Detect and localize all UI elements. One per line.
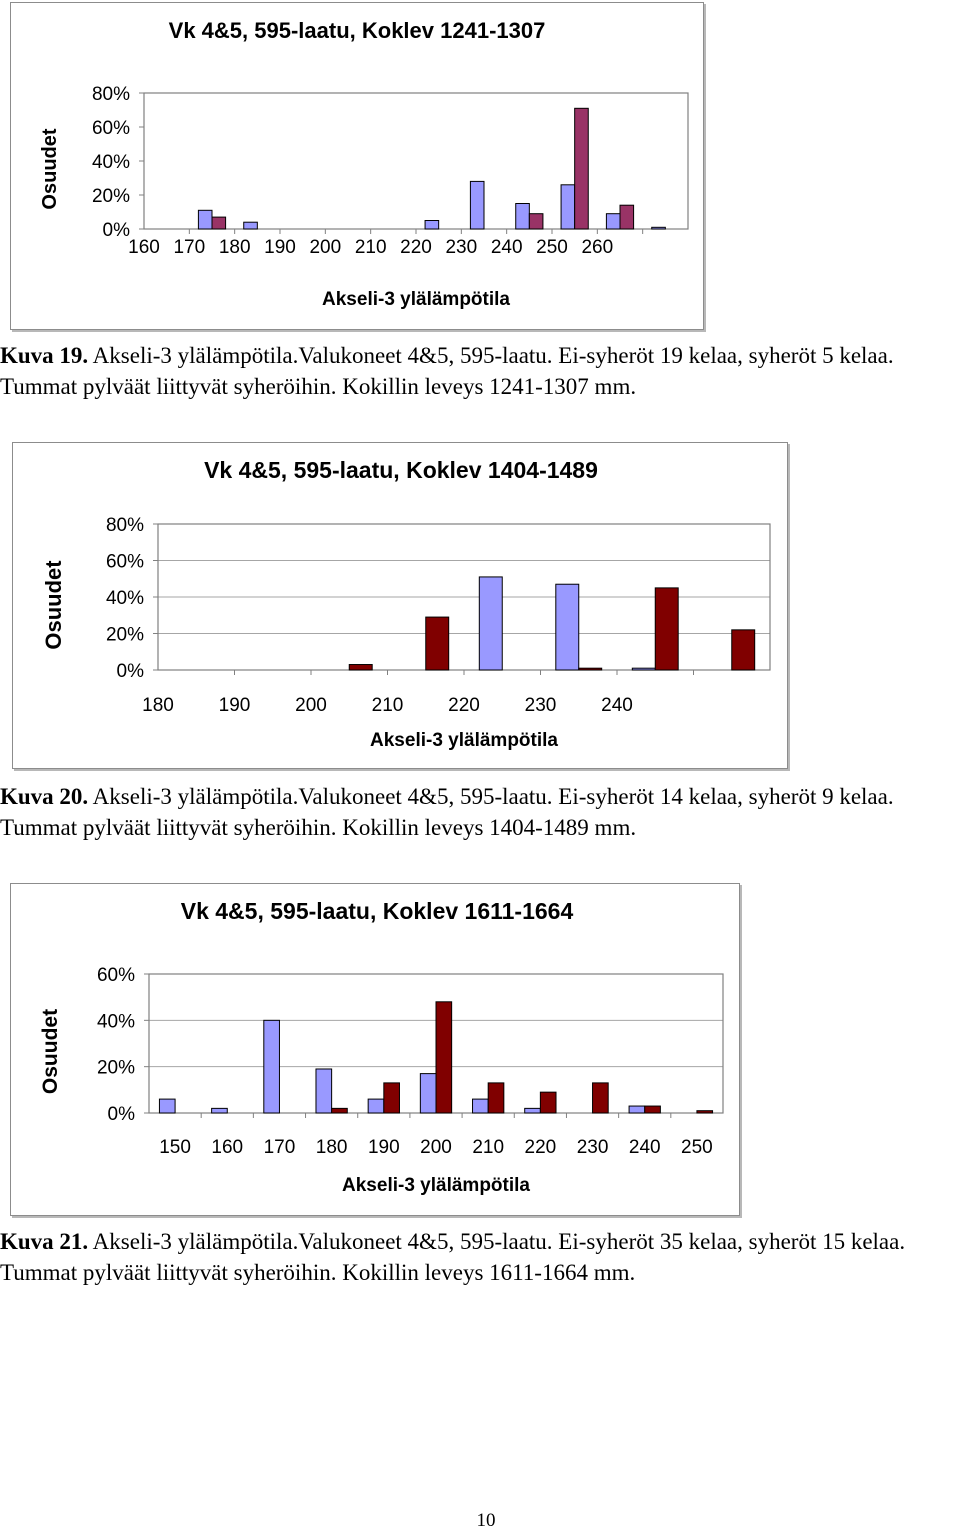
chart-frame-3 <box>10 883 740 1216</box>
y-axis-label: Osuudet <box>41 560 66 650</box>
x-tick-label: 170 <box>173 237 206 258</box>
bar-series-2 <box>579 668 602 670</box>
bar-series-1 <box>473 1099 489 1113</box>
x-tick-label: 200 <box>420 1137 452 1158</box>
bar-series-1 <box>425 221 439 230</box>
x-tick-label: 180 <box>218 237 251 258</box>
y-tick-label: 60% <box>105 551 144 573</box>
x-tick-label: 150 <box>159 1137 191 1158</box>
figure-caption-3 <box>0 1226 960 1288</box>
bar-series-1 <box>212 1108 228 1113</box>
caption-text: Akseli-3 ylälämpötila.Valukoneet 4&5, 595-laatu. Ei-syheröt 35 kelaa, syheröt 15 kelaa. Tummat pylväät liittyvät syheröihin. Kokillin leveys 1611-1664 mm. <box>0 1229 906 1285</box>
bar-series-1 <box>629 1106 645 1113</box>
y-axis-label: Osuudet <box>39 1008 62 1095</box>
bar-series-1 <box>159 1099 175 1113</box>
bar-series-2 <box>732 630 755 670</box>
y-tick-label: 40% <box>96 1011 135 1033</box>
y-tick-label: 80% <box>91 84 130 105</box>
bar-series-1 <box>516 204 530 230</box>
caption-label: Kuva 19. <box>0 343 89 368</box>
y-tick-label: 20% <box>91 186 130 207</box>
y-tick-label: 60% <box>96 965 135 986</box>
x-tick-label: 240 <box>628 1137 661 1158</box>
bar-series-2 <box>697 1111 713 1113</box>
x-tick-label: 170 <box>263 1137 296 1158</box>
x-tick-label: 230 <box>576 1137 609 1158</box>
bar-series-2 <box>426 617 449 670</box>
bar-series-1 <box>198 210 212 229</box>
x-tick-label: 250 <box>536 237 568 258</box>
y-tick-label: 0% <box>102 220 130 241</box>
x-tick-label: 190 <box>218 695 251 716</box>
bar-series-2 <box>620 205 634 229</box>
x-tick-label: 160 <box>128 237 160 258</box>
y-tick-label: 20% <box>96 1057 135 1079</box>
x-tick-label: 220 <box>448 695 480 716</box>
caption-text: Akseli-3 ylälämpötila.Valukoneet 4&5, 595-laatu. Ei-syheröt 14 kelaa, syheröt 9 kelaa. Tummat pylväät liittyvät syheröihin. Kokillin leveys 1404-1489 mm. <box>0 784 894 840</box>
x-tick-label: 230 <box>445 237 478 258</box>
bar-series-1 <box>632 668 655 670</box>
bar-series-2 <box>575 108 589 229</box>
y-tick-label: 40% <box>91 152 130 173</box>
x-tick-label: 180 <box>315 1137 348 1158</box>
caption-label: Kuva 20. <box>0 784 89 809</box>
y-tick-label: 40% <box>105 588 144 609</box>
x-tick-label: 220 <box>524 1137 557 1158</box>
chart-frame-2 <box>12 442 788 769</box>
bar-series-2 <box>488 1083 504 1113</box>
bar-series-2 <box>655 588 678 670</box>
bar-series-1 <box>561 185 575 229</box>
y-tick-label: 20% <box>105 624 144 646</box>
bar-series-1 <box>244 222 258 229</box>
bar-series-2 <box>645 1106 661 1113</box>
x-tick-label: 240 <box>601 695 633 716</box>
x-tick-label: 180 <box>142 695 174 716</box>
bar-series-2 <box>384 1083 400 1113</box>
x-tick-label: 210 <box>354 237 387 258</box>
x-tick-label: 220 <box>400 237 432 258</box>
x-axis-label: Akseli-3 ylälämpötila <box>322 289 510 310</box>
bar-series-1 <box>420 1074 436 1113</box>
bar-series-1 <box>316 1069 332 1113</box>
bar-series-2 <box>349 665 372 670</box>
chart-title: Vk 4&5, 595-laatu, Koklev 1241-1307 <box>168 18 546 43</box>
x-tick-label: 190 <box>264 237 296 258</box>
x-tick-label: 200 <box>309 237 342 258</box>
chart-title: Vk 4&5, 595-laatu, Koklev 1611-1664 <box>180 898 574 924</box>
x-tick-label: 190 <box>367 1137 400 1158</box>
x-tick-label: 200 <box>295 695 327 716</box>
x-tick-label: 210 <box>371 695 404 716</box>
y-tick-label: 80% <box>105 515 144 536</box>
x-axis-label: Akseli-3 ylälämpötila <box>342 1175 530 1196</box>
caption-text: Akseli-3 ylälämpötila.Valukoneet 4&5, 595-laatu. Ei-syheröt 19 kelaa, syheröt 5 kelaa. Tummat pylväät liittyvät syheröihin. Kokillin leveys 1241-1307 mm. <box>0 343 894 399</box>
figure-caption-1 <box>0 340 960 402</box>
bar-series-2 <box>212 217 226 229</box>
bar-series-1 <box>606 214 620 229</box>
y-tick-label: 0% <box>116 661 144 682</box>
caption-label: Kuva 21. <box>0 1229 89 1254</box>
bar-series-2 <box>593 1083 609 1113</box>
bar-series-1 <box>652 227 666 229</box>
x-tick-label: 210 <box>472 1137 505 1158</box>
bar-series-1 <box>264 1020 280 1113</box>
bar-series-2 <box>540 1092 556 1113</box>
x-tick-label: 250 <box>681 1137 713 1158</box>
bar-series-1 <box>556 584 579 670</box>
chart-title: Vk 4&5, 595-laatu, Koklev 1404-1489 <box>204 457 598 483</box>
y-tick-label: 0% <box>107 1104 135 1125</box>
bar-series-1 <box>525 1108 541 1113</box>
x-tick-label: 260 <box>581 237 614 258</box>
bar-series-2 <box>436 1002 452 1113</box>
x-tick-label: 160 <box>211 1137 244 1158</box>
chart-3 <box>11 884 739 1215</box>
chart-2 <box>13 443 787 768</box>
bar-series-1 <box>368 1099 384 1113</box>
x-tick-label: 240 <box>490 237 523 258</box>
plot-area <box>144 93 688 229</box>
bar-series-1 <box>479 577 502 670</box>
x-tick-label: 230 <box>524 695 557 716</box>
bar-series-1 <box>470 181 484 229</box>
chart-frame-1 <box>10 2 704 330</box>
x-axis-label: Akseli-3 ylälämpötila <box>370 730 558 751</box>
page-number: 10 <box>476 1510 496 1531</box>
y-axis-label: Osuudet <box>39 128 61 210</box>
y-tick-label: 60% <box>91 118 130 139</box>
bar-series-2 <box>332 1108 348 1113</box>
chart-1 <box>11 3 703 329</box>
bar-series-2 <box>529 214 543 229</box>
figure-caption-2 <box>0 781 960 843</box>
